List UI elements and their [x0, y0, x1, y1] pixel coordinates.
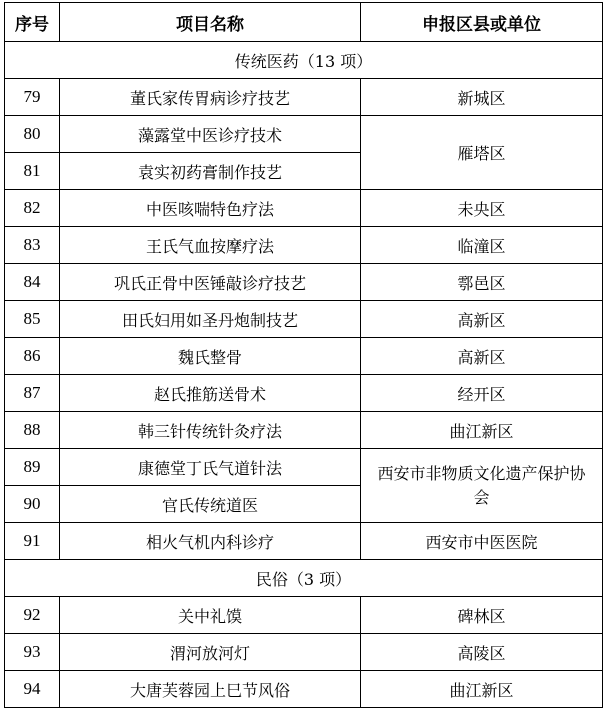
row-unit: 新城区: [361, 79, 603, 116]
row-seq: 90: [5, 486, 60, 523]
table-row: [5, 634, 603, 671]
header-unit: 申报区县或单位: [361, 3, 603, 42]
table-row: [5, 116, 603, 153]
row-project-name: 关中礼馍: [60, 597, 361, 634]
row-unit: 临潼区: [361, 227, 603, 264]
row-unit: 碑林区: [361, 597, 603, 634]
row-project-name: 官氏传统道医: [60, 486, 361, 523]
row-seq: 92: [5, 597, 60, 634]
row-project-name: 董氏家传胃病诊疗技艺: [60, 79, 361, 116]
table-row: [5, 671, 603, 708]
header-seq: 序号: [5, 3, 60, 42]
row-unit: 西安市中医医院: [361, 523, 603, 560]
row-project-name: 田氏妇用如圣丹炮制技艺: [60, 301, 361, 338]
row-project-name: 相火气机内科诊疗: [60, 523, 361, 560]
row-unit: 曲江新区: [361, 671, 603, 708]
row-unit: 高新区: [361, 301, 603, 338]
row-project-name: 巩氏正骨中医锤敲诊疗技艺: [60, 264, 361, 301]
row-seq: 87: [5, 375, 60, 412]
row-unit: 未央区: [361, 190, 603, 227]
row-project-name: 康德堂丁氏气道针法: [60, 449, 361, 486]
table-row: [5, 597, 603, 634]
category-folk-custom: 民俗（3 项）: [5, 560, 603, 597]
row-seq: 80: [5, 116, 60, 153]
row-project-name: 中医咳喘特色疗法: [60, 190, 361, 227]
row-project-name: 渭河放河灯: [60, 634, 361, 671]
row-unit: 高陵区: [361, 634, 603, 671]
row-seq: 94: [5, 671, 60, 708]
header-row: [5, 3, 603, 42]
table-row: [5, 523, 603, 560]
row-seq: 93: [5, 634, 60, 671]
row-unit: 西安市非物质文化遗产保护协会: [361, 449, 603, 523]
row-seq: 83: [5, 227, 60, 264]
row-project-name: 王氏气血按摩疗法: [60, 227, 361, 264]
heritage-project-table: [4, 2, 603, 708]
row-unit: 雁塔区: [361, 116, 603, 190]
category-row: [5, 560, 603, 597]
row-project-name: 魏氏整骨: [60, 338, 361, 375]
row-seq: 88: [5, 412, 60, 449]
row-unit: 鄠邑区: [361, 264, 603, 301]
row-seq: 81: [5, 153, 60, 190]
table-row: [5, 412, 603, 449]
category-traditional-medicine: 传统医药（13 项）: [5, 42, 603, 79]
row-seq: 84: [5, 264, 60, 301]
row-project-name: 赵氏推筋送骨术: [60, 375, 361, 412]
table-row: [5, 79, 603, 116]
row-project-name: 袁实初药膏制作技艺: [60, 153, 361, 190]
row-seq: 82: [5, 190, 60, 227]
row-seq: 86: [5, 338, 60, 375]
row-seq: 91: [5, 523, 60, 560]
row-seq: 79: [5, 79, 60, 116]
category-row: [5, 42, 603, 79]
row-seq: 85: [5, 301, 60, 338]
table-row: [5, 301, 603, 338]
row-seq: 89: [5, 449, 60, 486]
row-project-name: 藻露堂中医诊疗技术: [60, 116, 361, 153]
row-unit: 高新区: [361, 338, 603, 375]
row-unit: 曲江新区: [361, 412, 603, 449]
table-row: [5, 227, 603, 264]
row-project-name: 大唐芙蓉园上巳节风俗: [60, 671, 361, 708]
table-row: [5, 375, 603, 412]
table-row: [5, 338, 603, 375]
row-project-name: 韩三针传统针灸疗法: [60, 412, 361, 449]
table-row: [5, 264, 603, 301]
row-unit: 经开区: [361, 375, 603, 412]
header-project-name: 项目名称: [60, 3, 361, 42]
table-row: [5, 449, 603, 486]
table-row: [5, 190, 603, 227]
